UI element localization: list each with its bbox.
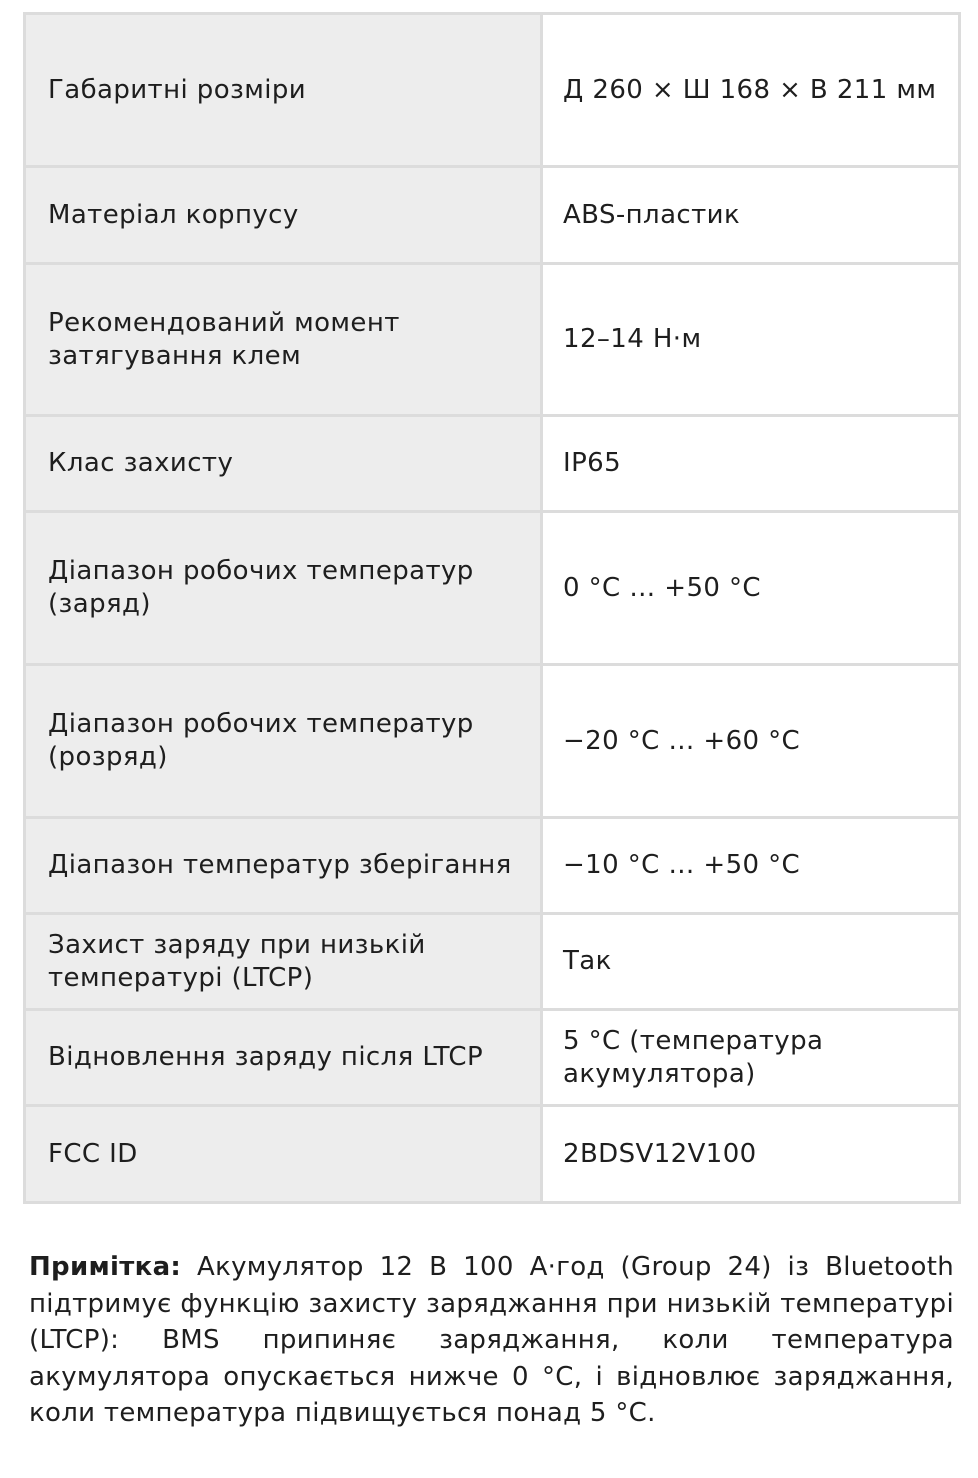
spec-row-storage-temperature: [25, 818, 960, 914]
spec-value: Так: [542, 914, 960, 1010]
spec-label: Рекомендований момент затягування клем: [25, 264, 542, 416]
spec-value: Д 260 × Ш 168 × В 211 мм: [542, 14, 960, 167]
specifications-table: [23, 12, 961, 1204]
spec-value: 12–14 Н·м: [542, 264, 960, 416]
spec-label: Матеріал корпусу: [25, 167, 542, 264]
spec-value: IP65: [542, 416, 960, 512]
spec-row-ltcp: [25, 914, 960, 1010]
note-text: Акумулятор 12 В 100 А·год (Group 24) із Bluetooth підтримує функцію захисту заряджання при низькій температурі (LTCP): BMS припиняє заряджання, коли температура акумулятора опускається нижче 0 °C, і відновлює заряджання, коли температура підвищується понад 5 °C.: [29, 1252, 954, 1428]
spec-value: −20 °C … +60 °C: [542, 665, 960, 818]
spec-label: Відновлення заряду після LTCP: [25, 1010, 542, 1106]
spec-row-housing-material: [25, 167, 960, 264]
spec-row-dimensions: [25, 14, 960, 167]
spec-label: Габаритні розміри: [25, 14, 542, 167]
spec-row-charge-temperature: [25, 512, 960, 665]
spec-label: Діапазон робочих температур (розряд): [25, 665, 542, 818]
spec-label: Клас захисту: [25, 416, 542, 512]
spec-label: FCC ID: [25, 1106, 542, 1203]
spec-row-protection-class: [25, 416, 960, 512]
note-paragraph: [29, 1249, 954, 1432]
note-label: Примітка:: [29, 1252, 182, 1282]
spec-row-fcc-id: [25, 1106, 960, 1203]
spec-value: 0 °C … +50 °C: [542, 512, 960, 665]
spec-value: 2BDSV12V100: [542, 1106, 960, 1203]
spec-value: ABS-пластик: [542, 167, 960, 264]
spec-row-terminal-torque: [25, 264, 960, 416]
spec-label: Діапазон температур зберігання: [25, 818, 542, 914]
spec-label: Захист заряду при низькій температурі (LTCP): [25, 914, 542, 1010]
spec-row-ltcp-recovery: [25, 1010, 960, 1106]
spec-row-discharge-temperature: [25, 665, 960, 818]
spec-value: −10 °C … +50 °C: [542, 818, 960, 914]
spec-value: 5 °C (температура акумулятора): [542, 1010, 960, 1106]
spec-label: Діапазон робочих температур (заряд): [25, 512, 542, 665]
